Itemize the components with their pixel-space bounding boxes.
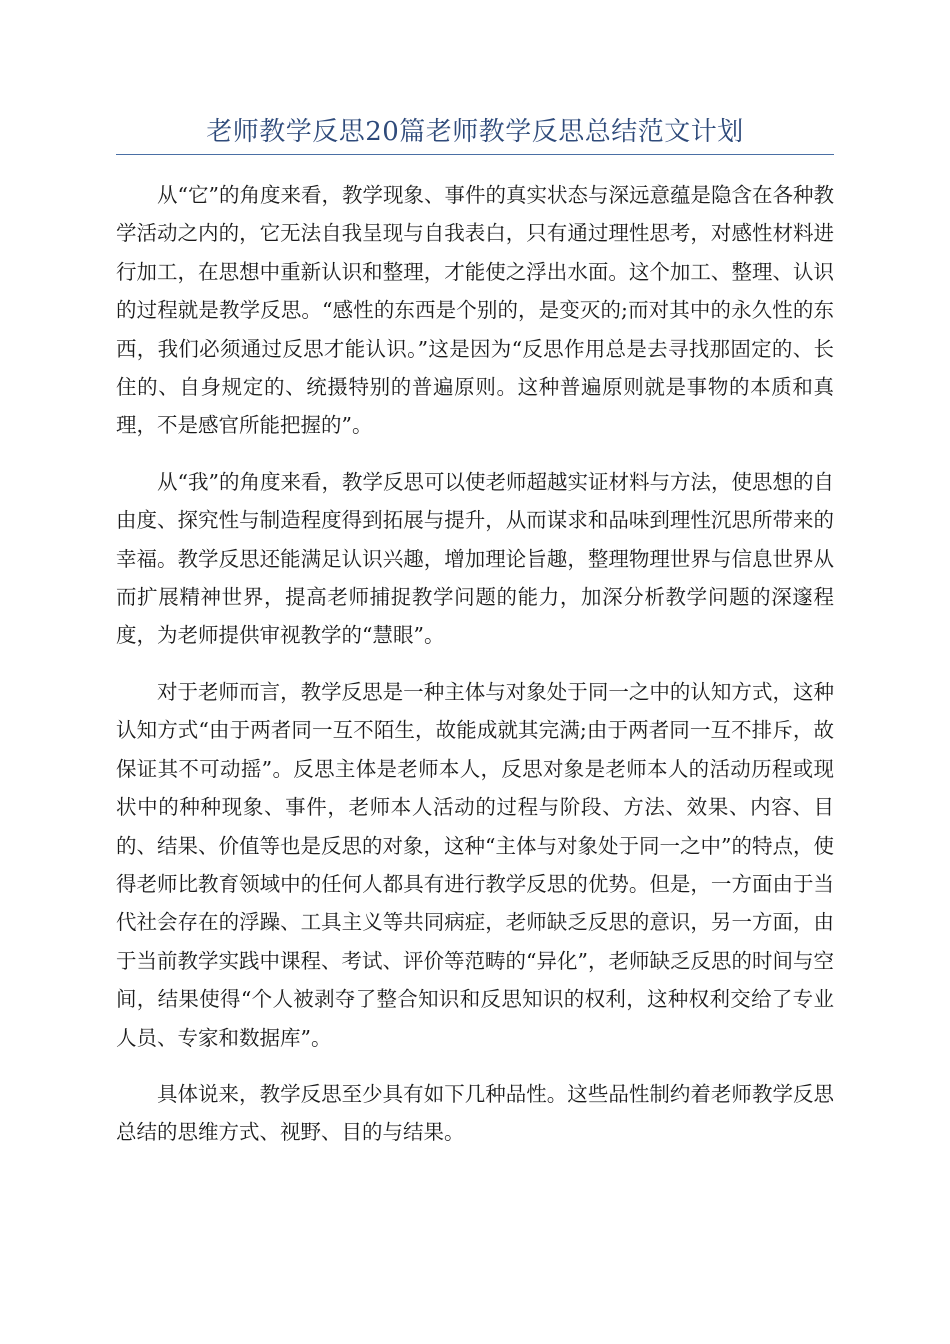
paragraph-1: 从“它”的角度来看，教学现象、事件的真实状态与深远意蕴是隐含在各种教学活动之内的，它无法自我呈现与自我表白，只有通过理性思考，对感性材料进行加工，在思想中重新认识和整理，才能使之浮出水面。这个加工、整理、认识的过程就是教学反思。“感性的东西是个别的，是变灭的;而对其中的永久性的东西，我们必须通过反思才能认识。”这是因为“反思作用总是去寻找那固定的、长住的、自身规定的、统摄特别的普遍原则。这种普遍原则就是事物的本质和真理，不是感官所能把握的”。	[116, 183, 834, 438]
document-body	[116, 176, 834, 1170]
document-title: 老师教学反思20篇老师教学反思总结范文计划	[206, 117, 744, 147]
title-underline	[116, 154, 834, 155]
paragraph-3: 对于老师而言，教学反思是一种主体与对象处于同一之中的认知方式，这种认知方式“由于两者同一互不陌生，故能成就其完满;由于两者同一互不排斥，故保证其不可动摇”。反思主体是老师本人，反思对象是老师本人的活动历程或现状中的种种现象、事件，老师本人活动的过程与阶段、方法、效果、内容、目的、结果、价值等也是反思的对象，这种“主体与对象处于同一之中”的特点，使得老师比教育领域中的任何人都具有进行教学反思的优势。但是，一方面由于当代社会存在的浮躁、工具主义等共同病症，老师缺乏反思的意识，另一方面，由于当前教学实践中课程、考试、评价等范畴的“异化”，老师缺乏反思的时间与空间，结果使得“个人被剥夺了整合知识和反思知识的权利，这种权利交给了专业人员、专家和数据库”。	[116, 679, 834, 1050]
paragraph-4: 具体说来，教学反思至少具有如下几种品性。这些品性制约着老师教学反思总结的思维方式、视野、目的与结果。	[116, 1081, 834, 1145]
paragraph-2: 从“我”的角度来看，教学反思可以使老师超越实证材料与方法，使思想的自由度、探究性与制造程度得到拓展与提升，从而谋求和品味到理性沉思所带来的幸福。教学反思还能满足认识兴趣，增加理论旨趣，整理物理世界与信息世界从而扩展精神世界，提高老师捕捉教学问题的能力，加深分析教学问题的深邃程度，为老师提供审视教学的“慧眼”。	[116, 469, 834, 648]
